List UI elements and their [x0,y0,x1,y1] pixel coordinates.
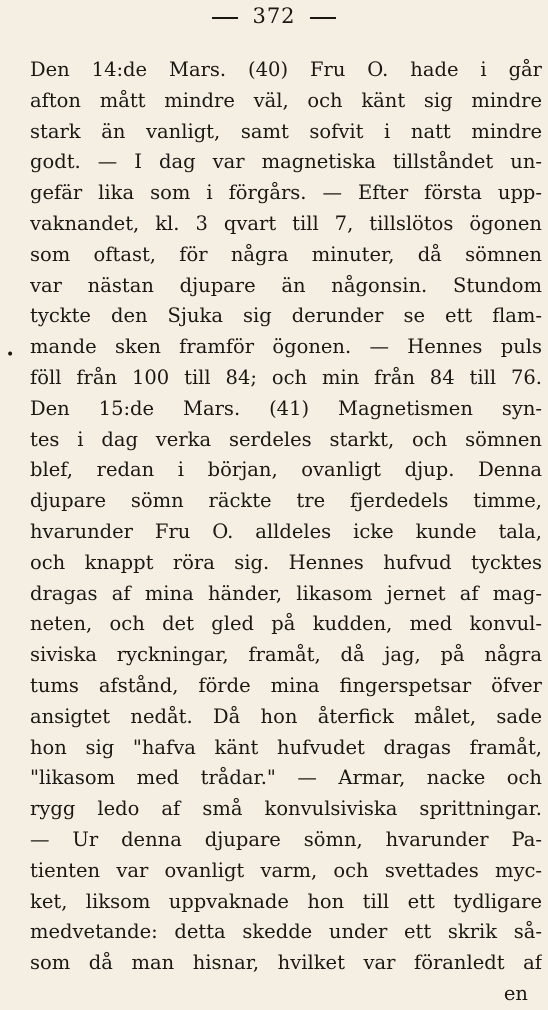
text-line: tes i dag verka serdeles starkt, och sömnen [30,427,542,451]
text-line: vaknandet, kl. 3 qvart till 7, tillslötos ögonen [30,211,542,235]
text-line: som då man hisnar, hvilket var föranledt af [30,951,542,975]
text-line: dragas af mina händer, likasom jernet af mag- [30,581,542,605]
text-line: mande sken framför ögonen. — Hennes puls [30,335,542,359]
catchword: en [503,981,528,1005]
text-line: tienten var ovanligt varm, och svettades myc- [30,858,542,882]
text-line: godt. — I dag var magnetiska tillståndet un- [30,150,542,174]
page-number: 372 [252,4,296,28]
body-text [30,55,542,1010]
text-line: medvetande: detta skedde under ett skrik så- [30,920,542,944]
text-line: Den 15:de Mars. (41) Magnetismen syn- [30,396,542,420]
text-line: Den 14:de Mars. (40) Fru O. hade i går [30,58,542,81]
text-line: föll från 100 till 84; och min från 84 till 76. [30,365,542,389]
text-line: tyckte den Sjuka sig derunder se ett flam- [30,304,542,328]
text-line: ket, liksom uppvaknade hon till ett tydligare [30,889,542,913]
margin-mark: • [6,347,15,363]
header-dash-right [310,17,336,19]
text-line: djupare sömn räckte tre fjerdedels timme, [30,489,542,513]
text-line: afton mått mindre väl, och känt sig mindre [30,88,542,112]
text-line: blef, redan i början, ovanligt djup. Denna [30,458,542,482]
header-dash-left [212,17,238,19]
text-line: "likasom med trådar." — Armar, nacke och [30,766,542,790]
page-header [0,4,548,28]
text-line: — Ur denna djupare sömn, hvarunder Pa- [30,827,542,851]
text-line: ansigtet nedåt. Då hon återfick målet, sade [30,704,542,728]
text-line: var nästan djupare än någonsin. Stundom [30,273,542,297]
text-line: tums afstånd, förde mina fingerspetsar öfver [30,673,542,697]
text-line: hvarunder Fru O. alldeles icke kunde tala, [30,519,542,543]
text-line: stark än vanligt, samt sofvit i natt mindre [30,119,542,143]
text-line: gefär lika som i förgårs. — Efter första upp- [30,181,542,205]
text-line: och knappt röra sig. Hennes hufvud tycktes [30,550,542,574]
text-line: neten, och det gled på kudden, med konvul- [30,612,542,636]
text-line: rygg ledo af små konvulsiviska sprittningar. [30,797,542,821]
text-line: som oftast, för några minuter, då sömnen [30,242,542,266]
text-line: hon sig "hafva känt hufvudet dragas framåt, [30,735,542,759]
text-line: siviska ryckningar, framåt, då jag, på några [30,643,542,667]
